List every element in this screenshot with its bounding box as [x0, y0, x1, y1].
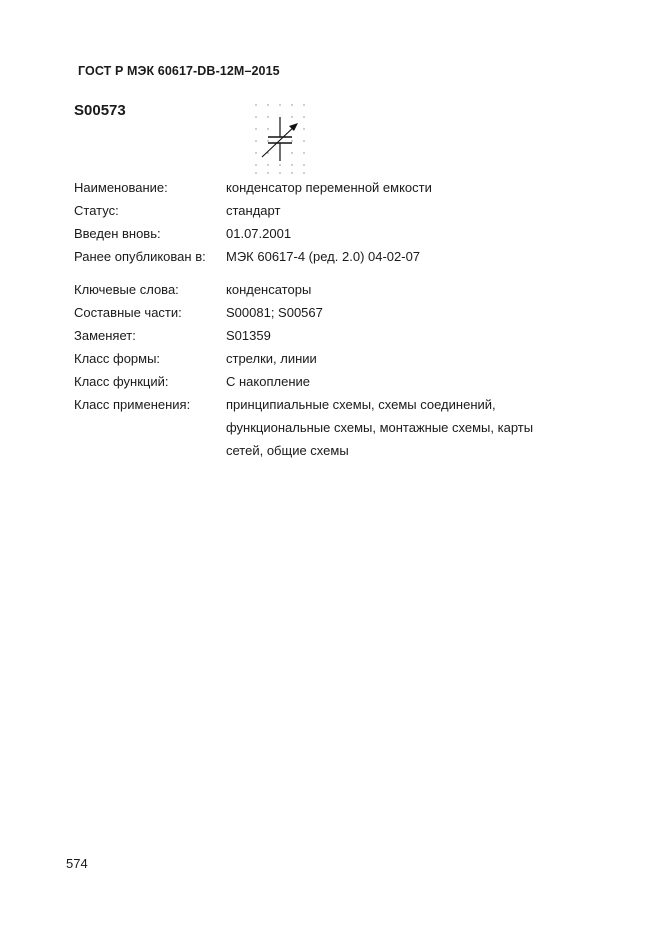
field-label: Наименование: [74, 180, 168, 195]
symbol-code: S00573 [74, 102, 126, 119]
field-label: Введен вновь: [74, 226, 161, 241]
field-label: Заменяет: [74, 328, 136, 343]
field-label: Класс функций: [74, 374, 169, 389]
field-value: 01.07.2001 [226, 226, 292, 241]
field-value: конденсатор переменной емкости [226, 180, 432, 195]
field-label: Класс формы: [74, 351, 161, 366]
field-label: Составные части: [74, 305, 182, 320]
field-value: S00081; S00567 [226, 305, 323, 320]
field-value: стрелки, линии [226, 351, 317, 366]
document-header: ГОСТ Р МЭК 60617-DB-12M–2015 [78, 64, 280, 78]
field-value: МЭК 60617-4 (ред. 2.0) 04-02-07 [226, 249, 421, 264]
field-value: конденсаторы [226, 282, 312, 297]
page-number: 574 [66, 856, 88, 871]
field-value: С накопление [226, 374, 310, 389]
field-label: Ключевые слова: [74, 282, 179, 297]
field-label: Статус: [74, 203, 119, 218]
field-value-line: функциональные схемы, монтажные схемы, карты [226, 420, 534, 435]
field-value-line: сетей, общие схемы [226, 443, 349, 458]
variable-capacitor-icon [254, 103, 306, 175]
field-label: Ранее опубликован в: [74, 249, 206, 264]
field-value: S01359 [226, 328, 271, 343]
field-value: стандарт [226, 203, 281, 218]
field-value-line: принципиальные схемы, схемы соединений, [226, 397, 496, 412]
field-label: Класс применения: [74, 397, 191, 412]
